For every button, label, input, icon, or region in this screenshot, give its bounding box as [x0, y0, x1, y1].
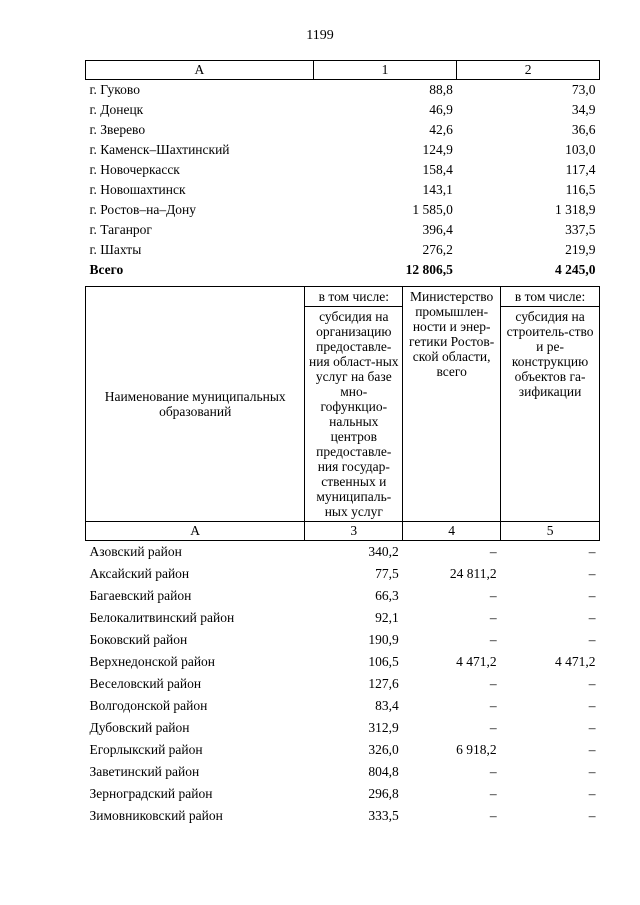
row-value-5: –: [588, 720, 596, 735]
table-row: [86, 200, 600, 220]
row-value-5: –: [588, 610, 596, 625]
table-row: [86, 695, 600, 717]
column-number-4: 4: [403, 522, 501, 541]
row-value-3: 804,8: [368, 764, 399, 779]
row-value-5: –: [588, 632, 596, 647]
row-name: г. Новочеркасск: [89, 162, 180, 177]
row-name: Зерноградский район: [89, 786, 213, 801]
row-value-4: –: [489, 676, 497, 691]
column-header-3-top: в том числе:: [305, 287, 403, 307]
row-name: Белокалитвинский район: [89, 610, 235, 625]
row-value-2: 337,5: [565, 222, 596, 237]
row-value-3: 296,8: [368, 786, 399, 801]
table-row: [86, 761, 600, 783]
row-value-4: –: [489, 632, 497, 647]
row-value-3: 92,1: [375, 610, 399, 625]
table-row: [86, 80, 600, 101]
row-value-1: 143,1: [422, 182, 453, 197]
budget-table-districts: [85, 286, 600, 827]
table-row: [86, 220, 600, 240]
row-value-4: –: [489, 808, 497, 823]
row-value-3: 190,9: [368, 632, 399, 647]
row-value-4: –: [489, 588, 497, 603]
row-value-5: –: [588, 588, 596, 603]
row-name: Волгодонской район: [89, 698, 208, 713]
row-name: г. Зверево: [89, 122, 146, 137]
row-value-2: 116,5: [565, 182, 596, 197]
row-value-2: 36,6: [571, 122, 596, 137]
column-number-a: А: [86, 522, 305, 541]
row-value-4: –: [489, 698, 497, 713]
column-header-5-top: в том числе:: [501, 287, 600, 307]
column-header-5-sub: субсидия на строитель-ство и ре-конструкцию объектов га-зификации: [501, 307, 600, 522]
table-row: [86, 563, 600, 585]
budget-table-cities: [85, 60, 600, 280]
row-value-4: 24 811,2: [449, 566, 497, 581]
row-value-5: –: [588, 544, 596, 559]
table-row: [86, 629, 600, 651]
row-name: г. Ростов–на–Дону: [89, 202, 197, 217]
row-value-1: 46,9: [429, 102, 453, 117]
row-name: Заветинский район: [89, 764, 200, 779]
row-name: г. Гуково: [89, 82, 140, 97]
row-name: Багаевский район: [89, 588, 192, 603]
row-value-2: 103,0: [565, 142, 596, 157]
table-row: [86, 240, 600, 260]
row-name: Дубовский район: [89, 720, 190, 735]
row-name: Веселовский район: [89, 676, 202, 691]
row-name: г. Таганрог: [89, 222, 152, 237]
table-row: [86, 607, 600, 629]
column-header-municipality: Наименование муниципальных образований: [86, 287, 305, 522]
row-value-3: 340,2: [368, 544, 399, 559]
row-value-3: 312,9: [368, 720, 399, 735]
row-value-2: 117,4: [565, 162, 596, 177]
row-value-4: 4 471,2: [456, 654, 497, 669]
row-value-3: 326,0: [368, 742, 399, 757]
row-value-3: 127,6: [368, 676, 399, 691]
row-value-1: 276,2: [422, 242, 453, 257]
table-row: [86, 541, 600, 564]
row-value-5: –: [588, 764, 596, 779]
row-value-5: –: [588, 566, 596, 581]
row-value-1: 1 585,0: [412, 202, 453, 217]
row-value-3: 66,3: [375, 588, 399, 603]
row-value-5: 4 471,2: [555, 654, 596, 669]
column-header-3-sub: субсидия на организацию предоставле-ния област-ных услуг на базе мно-гофункцио-нальных центров предоставле-ния государ-ственных и муниципаль-ных услуг: [305, 307, 403, 522]
table-row: [86, 805, 600, 827]
row-name: г. Шахты: [89, 242, 142, 257]
table-row: [86, 100, 600, 120]
table-row: [86, 673, 600, 695]
table-header-row: [86, 287, 600, 307]
table-row: [86, 739, 600, 761]
row-value-5: –: [588, 676, 596, 691]
row-value-3: 83,4: [375, 698, 399, 713]
row-value-4: 6 918,2: [456, 742, 497, 757]
table-row: [86, 180, 600, 200]
row-value-3: 77,5: [375, 566, 399, 581]
row-value-3: 333,5: [368, 808, 399, 823]
row-value-4: –: [489, 786, 497, 801]
row-value-5: –: [588, 698, 596, 713]
row-name: Азовский район: [89, 544, 182, 559]
row-value-5: –: [588, 786, 596, 801]
total-value-2: 4 245,0: [555, 262, 596, 277]
row-value-1: 124,9: [422, 142, 453, 157]
row-value-4: –: [489, 610, 497, 625]
column-header-4: Министерство промышлен-ности и энер-гетики Ростов-ской области, всего: [403, 287, 501, 522]
page-number: 1199: [306, 28, 334, 43]
row-name: г. Донецк: [89, 102, 144, 117]
column-number-row: [86, 522, 600, 541]
row-value-2: 219,9: [565, 242, 596, 257]
row-value-1: 158,4: [422, 162, 453, 177]
total-label: Всего: [89, 262, 124, 277]
row-value-4: –: [489, 720, 497, 735]
table-row: [86, 783, 600, 805]
row-value-3: 106,5: [368, 654, 399, 669]
row-name: г. Новошахтинск: [89, 182, 186, 197]
column-number-5: 5: [501, 522, 600, 541]
column-number-3: 3: [305, 522, 403, 541]
row-value-2: 1 318,9: [555, 202, 596, 217]
row-value-2: 73,0: [571, 82, 596, 97]
row-name: г. Каменск–Шахтинский: [89, 142, 230, 157]
column-header-1: 1: [313, 61, 457, 80]
table-header-row: [86, 61, 600, 80]
row-name: Верхнедонской район: [89, 654, 216, 669]
row-name: Боковский район: [89, 632, 188, 647]
row-name: Аксайский район: [89, 566, 190, 581]
column-header-a: А: [86, 61, 314, 80]
table-row: [86, 717, 600, 739]
row-value-1: 88,8: [429, 82, 453, 97]
total-row: [86, 260, 600, 280]
column-header-2: 2: [457, 61, 600, 80]
row-name: Егорлыкский район: [89, 742, 203, 757]
row-value-4: –: [489, 544, 497, 559]
row-value-1: 396,4: [422, 222, 453, 237]
row-value-5: –: [588, 808, 596, 823]
row-value-2: 34,9: [571, 102, 596, 117]
row-value-1: 42,6: [429, 122, 453, 137]
table-row: [86, 585, 600, 607]
table-row: [86, 651, 600, 673]
total-value-1: 12 806,5: [405, 262, 453, 277]
table-row: [86, 160, 600, 180]
row-value-4: –: [489, 764, 497, 779]
table-row: [86, 140, 600, 160]
row-name: Зимовниковский район: [89, 808, 223, 823]
table-row: [86, 120, 600, 140]
row-value-5: –: [588, 742, 596, 757]
